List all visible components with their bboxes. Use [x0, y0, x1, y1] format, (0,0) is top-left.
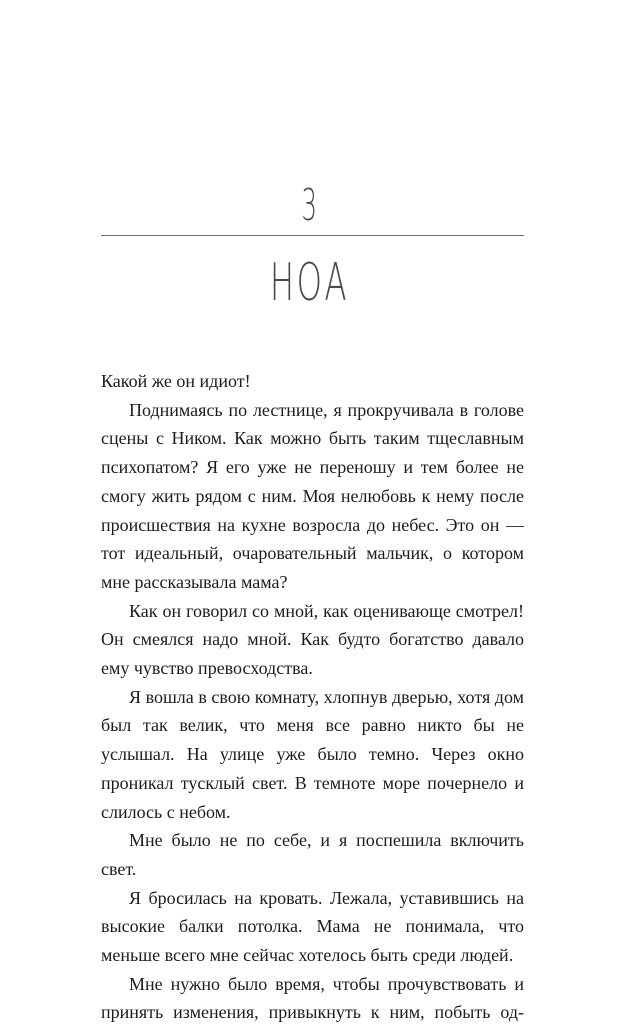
paragraph: Какой же он идиот! — [101, 371, 251, 391]
paragraph: Мне было не по себе, и я поспешила включить свет. — [101, 830, 524, 879]
chapter-number: 3 — [301, 180, 318, 231]
chapter-body — [101, 367, 524, 1027]
chapter-divider — [101, 235, 524, 236]
paragraph: Я бросилась на кровать. Лежала, уставившись на высокие балки потолка. Мама не понимала, что меньше всего мне сейчас хотелось быть среди людей. — [101, 887, 524, 966]
paragraph: Как он говорил со мной, как оценивающе смотрел! Он смеялся надо мной. Как будто богатство давало ему чувство превосходства. — [101, 600, 524, 679]
chapter-title: НОА — [269, 253, 350, 313]
paragraph: Мне нужно было время, чтобы прочувствовать и принять изменения, привыкнуть к ним, побыть од- — [101, 973, 524, 1023]
paragraph: Я вошла в свою комнату, хлопнув дверью, хотя дом был так велик, что меня все равно никто бы не услышал. На улице уже было темно. Через окно проникал тусклый свет. В темноте море почернело и слилось с небом. — [101, 686, 524, 822]
paragraph: Поднимаясь по лестнице, я прокручивала в голове сцены с Ником. Как можно быть таким тщеславным психопатом? Я его уже не переношу и тем более не смогу жить рядом с ним. Моя нелюбовь к нему после происшествия на кухне возросла до небес. Это он — тот идеальный, очаровательный мальчик, о котором мне рассказывала мама? — [101, 399, 524, 592]
